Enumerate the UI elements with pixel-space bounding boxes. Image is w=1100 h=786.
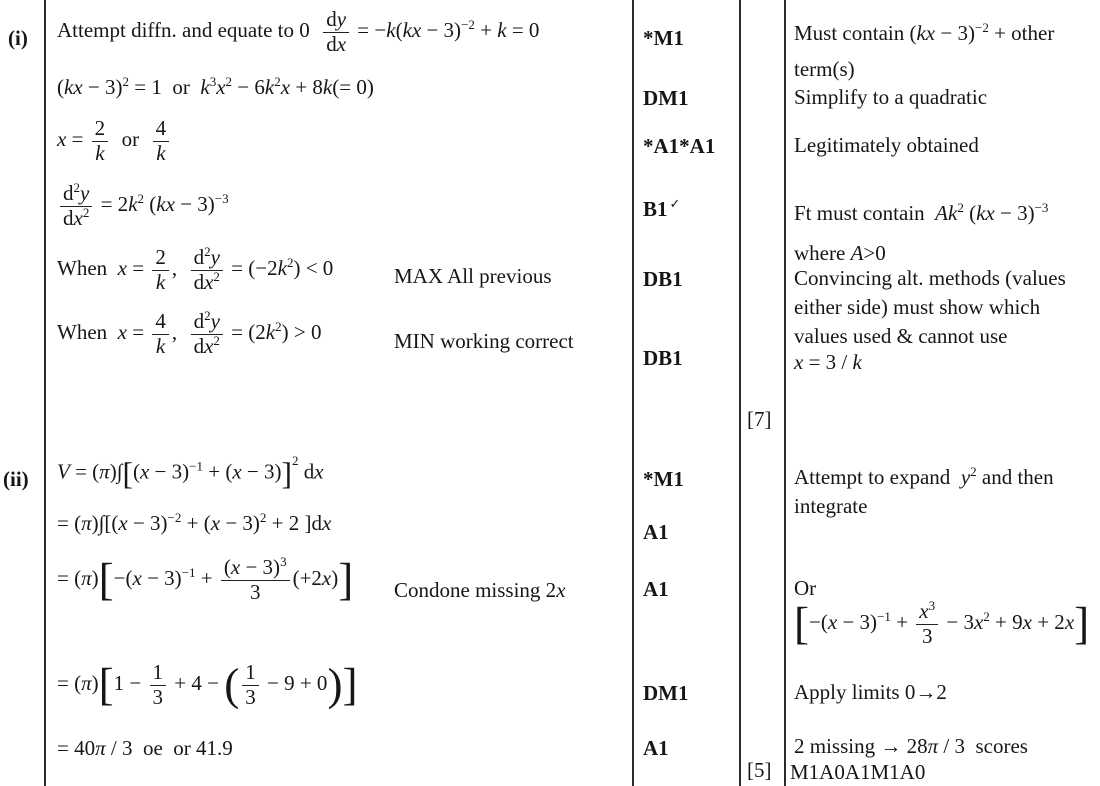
- working-ii-row-2: = $(\pi)\int[(x - 3)^{-2} + (x - 3)^2 + 2$ ]dx: [57, 510, 332, 535]
- mark-code-ii-3: A1: [643, 577, 669, 601]
- mark-code-i-2: DM1: [643, 86, 689, 110]
- note-min: MIN working correct: [394, 329, 574, 353]
- guidance-i-line-8: either side) must show which: [794, 295, 1041, 319]
- guidance-i-line-9: values used & cannot use: [794, 324, 1008, 348]
- note-condone: Condone missing 2x: [394, 578, 566, 602]
- guidance-i-line-7: Convincing alt. methods (values: [794, 266, 1066, 290]
- mark-code-i-6: DB1: [643, 346, 683, 370]
- working-i-row-5: When x = $\frac{2}{k}$ , $\frac{d^2y}{dx^2}$ = $(-2k^2) < 0$: [57, 244, 334, 294]
- working-ii-row-1: $V = (\pi)\int[(x - 3)^{-1} + (x - 3)]^2$ dx: [57, 452, 324, 491]
- guidance-ii-line-6: M1A0A1M1A0: [790, 760, 926, 784]
- guidance-ii-line-1: Attempt to expand $y^2$ and then: [794, 464, 1054, 489]
- working-ii-row-3: = $(\pi)[-(x - 3)^{-1}$ + $\frac{(x - 3)^3}{3}$ (+2x)]: [57, 554, 354, 605]
- working-i-row-3: x = $\frac{2}{k}$ or $\frac{4}{k}$: [57, 117, 172, 165]
- ft-tick-icon: ✓: [669, 196, 681, 211]
- guidance-ii-line-2: integrate: [794, 494, 868, 518]
- mark-code-ii-4: DM1: [643, 681, 689, 705]
- guidance-ii-formula: [$-(x - 3)^{-1}$ + $\frac{x^3}{3}$ − $3x^2 + 9x + 2x$]: [794, 598, 1090, 649]
- mark-code-i-1: *M1: [643, 26, 684, 50]
- working-i-row-4: $\frac{d^2y}{dx^2}$ = $2k^2$ (kx − 3)$^{-3}$: [57, 182, 229, 230]
- part-label-ii: (ii): [3, 467, 29, 491]
- mark-code-i-3: *A1*A1: [643, 134, 716, 158]
- working-i-row-1: Attempt diffn. and equate to 0 $\frac{dy}{dx}$ = −k(kx − 3)$^{-2}$ + k = 0: [57, 7, 540, 56]
- working-ii-row-5: = 40π / 3 oe or 41.9: [57, 736, 233, 760]
- mark-code-ii-1: *M1: [643, 467, 684, 491]
- section-i-total: [7]: [747, 407, 772, 431]
- working-i-row-6: When x = $\frac{4}{k}$ , $\frac{d^2y}{dx^2}$ = $(2k^2) > 0$: [57, 308, 322, 358]
- guidance-i-line-10: x = 3 / k: [794, 350, 862, 374]
- guidance-ii-line-5: 2 missing → 28π / 3 scores: [794, 734, 1028, 758]
- note-max: MAX All previous: [394, 264, 552, 288]
- guidance-i-line-3: Simplify to a quadratic: [794, 85, 988, 109]
- column-divider: [632, 0, 634, 786]
- guidance-i-line-2: term(s): [794, 57, 855, 81]
- guidance-ii-line-3: Or: [794, 576, 817, 600]
- column-divider: [784, 0, 786, 786]
- mark-code-label: B1: [643, 197, 668, 221]
- guidance-i-line-5: Ft must contain Ak$^2$ (kx − 3)$^{-3}$: [794, 200, 1049, 225]
- column-divider: [44, 0, 46, 786]
- mark-code-ii-5: A1: [643, 736, 669, 760]
- guidance-i-line-1: Must contain (kx − 3)$^{-2}$ + other: [794, 20, 1055, 45]
- part-label-i: (i): [8, 26, 28, 50]
- mark-code-i-4: [643, 196, 680, 223]
- guidance-i-line-6: where A>0: [794, 241, 886, 265]
- guidance-ii-line-4: Apply limits 0→2: [794, 680, 947, 704]
- working-i-row-2: (kx − 3)$^2$ = 1 or $k^3x^2 - 6k^2x + 8k(= 0)$: [57, 74, 374, 99]
- section-ii-total: [5]: [747, 758, 772, 782]
- mark-code-ii-2: A1: [643, 520, 669, 544]
- working-ii-row-4: = (π)[1 − $\frac{1}{3}$ + 4 − ( $\frac{1}{3}$ − 9 + 0)]: [57, 659, 358, 710]
- mark-code-i-5: DB1: [643, 267, 683, 291]
- column-divider: [739, 0, 741, 786]
- guidance-i-line-4: Legitimately obtained: [794, 133, 979, 157]
